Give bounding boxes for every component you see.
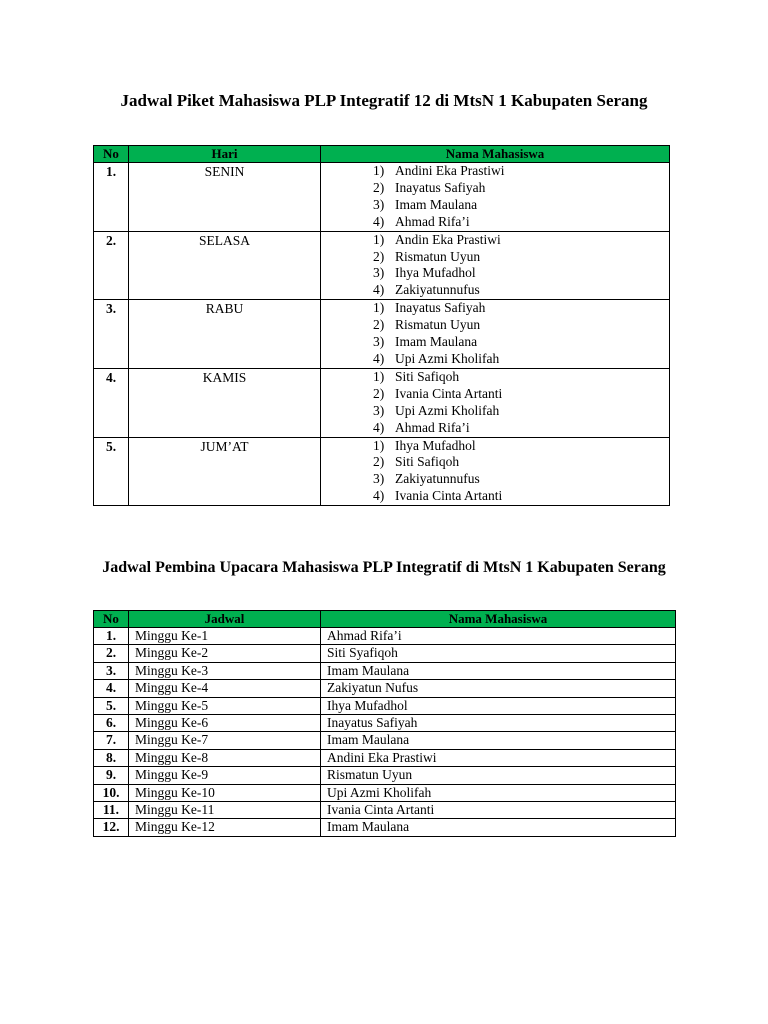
list-item-number: 4) — [373, 419, 385, 435]
day-cell: SENIN — [129, 163, 321, 232]
piket-table-body — [94, 163, 670, 506]
list-item-number: 2) — [373, 385, 385, 401]
schedule-cell: Minggu Ke-7 — [129, 732, 321, 749]
list-item — [373, 249, 669, 266]
list-item-number: 1) — [373, 231, 385, 247]
student-name: Ihya Mufadhol — [321, 697, 676, 714]
list-item-number: 1) — [373, 437, 385, 453]
names-cell — [321, 231, 670, 300]
student-name: Andini Eka Prastiwi — [321, 749, 676, 766]
table-row — [94, 749, 676, 766]
table-row — [94, 368, 670, 437]
student-name: Andini Eka Prastiwi — [395, 163, 505, 178]
student-name: Inayatus Safiyah — [395, 179, 486, 195]
list-item — [373, 471, 669, 488]
row-number: 5. — [94, 437, 129, 506]
student-name: Siti Syafiqoh — [321, 645, 676, 662]
student-name: Imam Maulana — [395, 334, 478, 350]
table-row — [94, 645, 676, 662]
schedule-cell: Minggu Ke-9 — [129, 767, 321, 784]
student-name: Ihya Mufadhol — [395, 265, 476, 281]
schedule-cell: Minggu Ke-4 — [129, 680, 321, 697]
student-name: Zakiyatun Nufus — [321, 680, 676, 697]
piket-schedule-title: Jadwal Piket Mahasiswa PLP Integratif 12 di MtsN 1 Kabupaten Serang — [120, 91, 648, 110]
student-name: Ahmad Rifa’i — [395, 213, 470, 229]
table-row — [94, 437, 670, 506]
student-name: Imam Maulana — [321, 662, 676, 679]
table-row — [94, 231, 670, 300]
schedule-cell: Minggu Ke-5 — [129, 697, 321, 714]
header-nama-mahasiswa: Nama Mahasiswa — [321, 146, 670, 163]
row-number: 6. — [94, 714, 129, 731]
header-no: No — [94, 146, 129, 163]
list-item-number: 4) — [373, 213, 385, 229]
student-name: Ivania Cinta Artanti — [321, 801, 676, 818]
list-item — [373, 232, 669, 249]
list-item-number: 3) — [373, 471, 385, 487]
list-item — [373, 180, 669, 197]
student-name: Inayatus Safiyah — [395, 300, 486, 316]
row-number: 8. — [94, 749, 129, 766]
student-name: Rismatun Uyun — [395, 317, 481, 333]
row-number: 10. — [94, 784, 129, 801]
table-row — [94, 732, 676, 749]
list-item-number: 3) — [373, 334, 385, 350]
table-row — [94, 697, 676, 714]
names-cell — [321, 437, 670, 506]
day-cell: KAMIS — [129, 368, 321, 437]
table-row — [94, 163, 670, 232]
student-name: Zakiyatunnufus — [395, 282, 480, 298]
schedule-cell: Minggu Ke-3 — [129, 662, 321, 679]
list-item — [373, 386, 669, 403]
names-list — [321, 369, 669, 437]
table-row — [94, 784, 676, 801]
list-item-number: 4) — [373, 488, 385, 504]
student-name: Imam Maulana — [321, 819, 676, 836]
pembina-header-row — [94, 611, 676, 628]
list-item-number: 2) — [373, 454, 385, 470]
list-item — [373, 214, 669, 231]
list-item — [373, 420, 669, 437]
table-row — [94, 801, 676, 818]
row-number: 3. — [94, 662, 129, 679]
row-number: 12. — [94, 819, 129, 836]
day-cell: RABU — [129, 300, 321, 369]
pembina-schedule-table — [93, 610, 676, 837]
row-number: 11. — [94, 801, 129, 818]
student-name: Imam Maulana — [321, 732, 676, 749]
student-name: Ivania Cinta Artanti — [395, 385, 503, 401]
list-item-number: 1) — [373, 300, 385, 316]
row-number: 2. — [94, 231, 129, 300]
table-row — [94, 662, 676, 679]
student-name: Ahmad Rifa’i — [321, 628, 676, 645]
header-hari: Hari — [129, 146, 321, 163]
student-name: Imam Maulana — [395, 196, 478, 212]
student-name: Ihya Mufadhol — [395, 437, 476, 453]
header-nama-mahasiswa: Nama Mahasiswa — [321, 611, 676, 628]
names-list — [321, 163, 669, 231]
list-item-number: 3) — [373, 265, 385, 281]
student-name: Upi Azmi Kholifah — [395, 350, 500, 366]
schedule-cell: Minggu Ke-10 — [129, 784, 321, 801]
pembina-table-body — [94, 628, 676, 837]
student-name: Upi Azmi Kholifah — [395, 402, 500, 418]
header-no: No — [94, 611, 129, 628]
list-item — [373, 265, 669, 282]
list-item — [373, 282, 669, 299]
day-cell: JUM’AT — [129, 437, 321, 506]
names-list — [321, 232, 669, 300]
student-name: Rismatun Uyun — [395, 248, 481, 264]
header-jadwal: Jadwal — [129, 611, 321, 628]
student-name: Upi Azmi Kholifah — [321, 784, 676, 801]
list-item — [373, 197, 669, 214]
table-row — [94, 628, 676, 645]
schedule-cell: Minggu Ke-1 — [129, 628, 321, 645]
row-number: 1. — [94, 163, 129, 232]
list-item — [373, 369, 669, 386]
student-name: Ahmad Rifa’i — [395, 419, 470, 435]
names-cell — [321, 163, 670, 232]
table-row — [94, 819, 676, 836]
names-cell — [321, 368, 670, 437]
names-cell — [321, 300, 670, 369]
schedule-cell: Minggu Ke-11 — [129, 801, 321, 818]
student-name: Siti Safiqoh — [395, 368, 460, 384]
table-row — [94, 680, 676, 697]
table-row — [94, 767, 676, 784]
list-item — [373, 488, 669, 505]
student-name: Siti Safiqoh — [395, 454, 460, 470]
list-item-number: 2) — [373, 179, 385, 195]
list-item — [373, 403, 669, 420]
piket-header-row — [94, 146, 670, 163]
student-name: Inayatus Safiyah — [321, 714, 676, 731]
list-item-number: 2) — [373, 248, 385, 264]
list-item-number: 4) — [373, 350, 385, 366]
list-item — [373, 334, 669, 351]
list-item-number: 1) — [373, 163, 385, 178]
day-cell: SELASA — [129, 231, 321, 300]
list-item-number: 2) — [373, 317, 385, 333]
row-number: 5. — [94, 697, 129, 714]
list-item — [373, 317, 669, 334]
list-item-number: 3) — [373, 402, 385, 418]
list-item-number: 1) — [373, 368, 385, 384]
list-item — [373, 454, 669, 471]
table-row — [94, 714, 676, 731]
row-number: 1. — [94, 628, 129, 645]
schedule-cell: Minggu Ke-8 — [129, 749, 321, 766]
schedule-cell: Minggu Ke-2 — [129, 645, 321, 662]
student-name: Andin Eka Prastiwi — [395, 231, 501, 247]
student-name: Rismatun Uyun — [321, 767, 676, 784]
names-list — [321, 300, 669, 368]
schedule-cell: Minggu Ke-6 — [129, 714, 321, 731]
list-item — [373, 163, 669, 180]
row-number: 4. — [94, 368, 129, 437]
student-name: Zakiyatunnufus — [395, 471, 480, 487]
student-name: Ivania Cinta Artanti — [395, 488, 503, 504]
list-item — [373, 300, 669, 317]
row-number: 7. — [94, 732, 129, 749]
pembina-schedule-title: Jadwal Pembina Upacara Mahasiswa PLP Integratif di MtsN 1 Kabupaten Serang — [102, 559, 666, 576]
list-item-number: 4) — [373, 282, 385, 298]
row-number: 4. — [94, 680, 129, 697]
row-number: 2. — [94, 645, 129, 662]
names-list — [321, 438, 669, 506]
table-row — [94, 300, 670, 369]
piket-schedule-table — [93, 145, 670, 506]
list-item-number: 3) — [373, 196, 385, 212]
row-number: 3. — [94, 300, 129, 369]
row-number: 9. — [94, 767, 129, 784]
schedule-cell: Minggu Ke-12 — [129, 819, 321, 836]
list-item — [373, 351, 669, 368]
list-item — [373, 438, 669, 455]
